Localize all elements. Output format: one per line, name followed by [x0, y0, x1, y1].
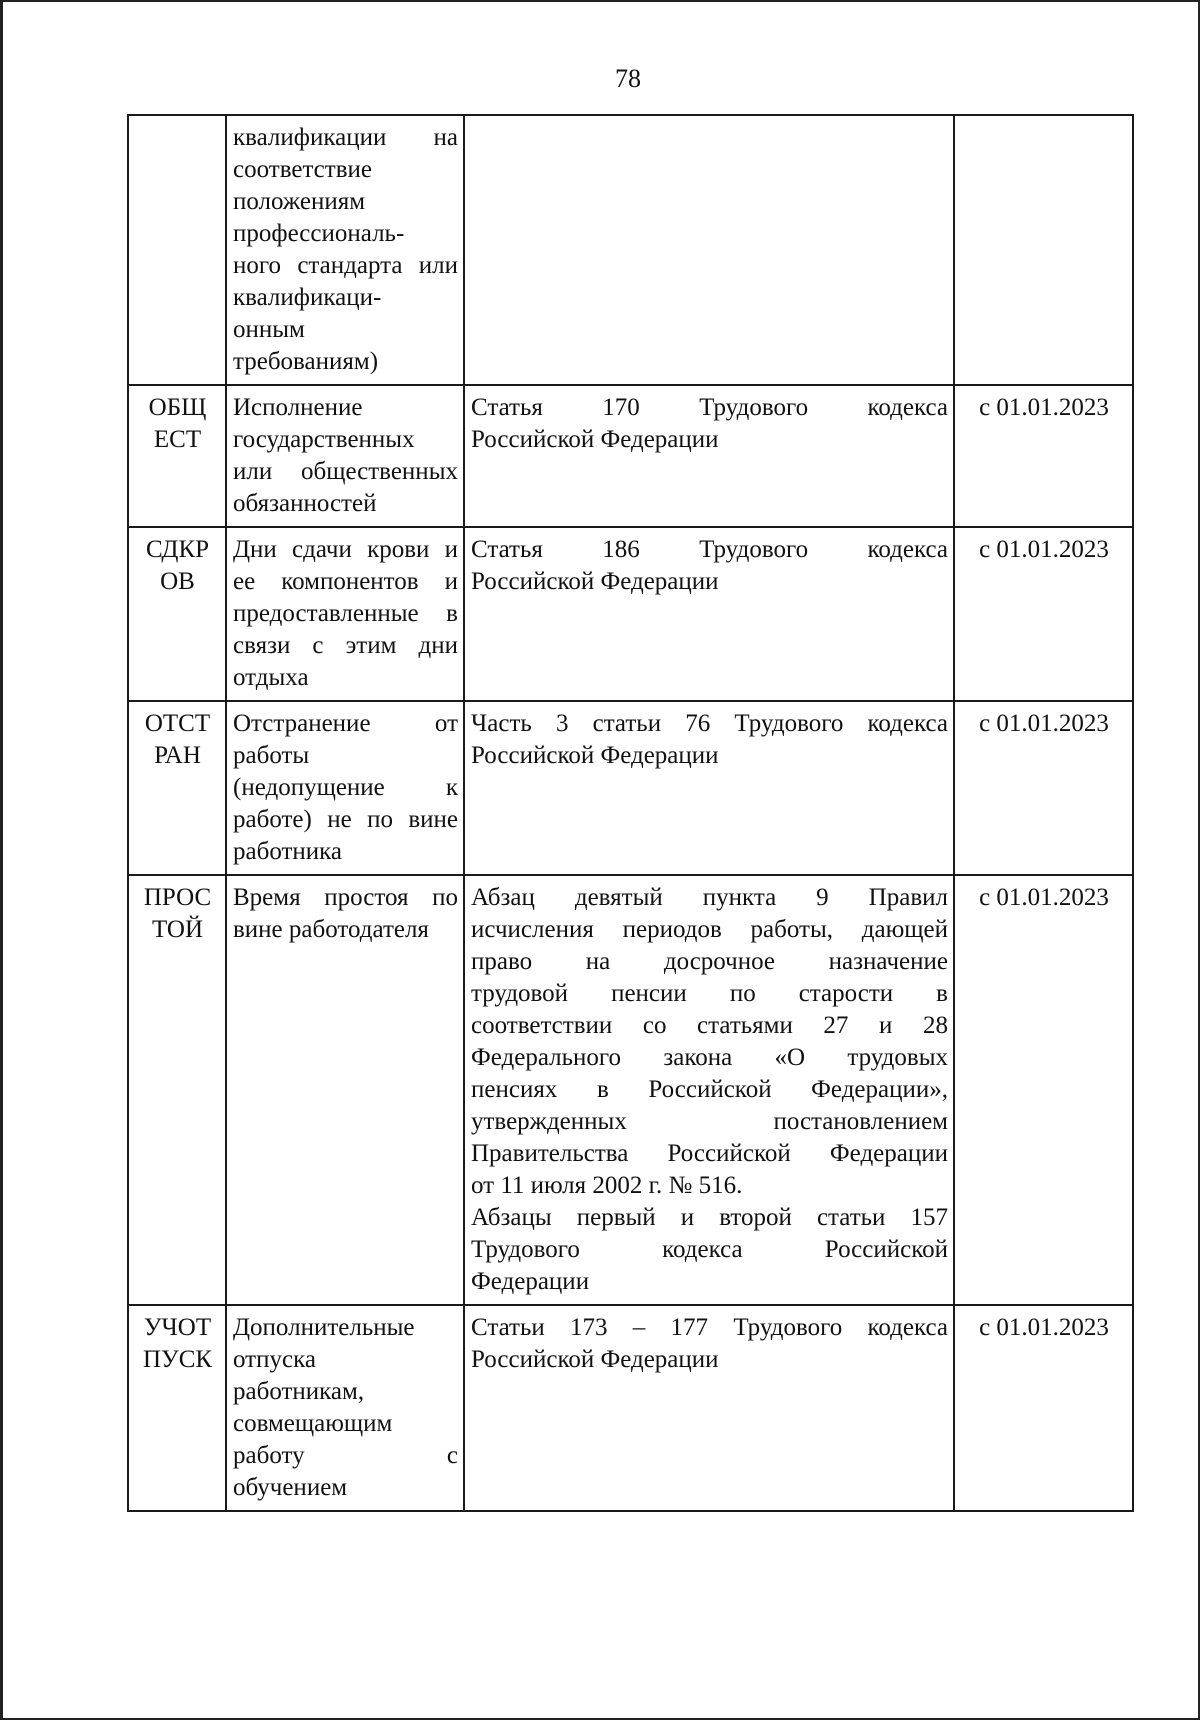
- name-line: отпуска: [233, 1346, 316, 1373]
- page-number: 78: [615, 64, 641, 93]
- basis-line: соответствии со статьями 27 и 28: [471, 1012, 948, 1039]
- basis-line: право на досрочное назначение: [471, 948, 948, 975]
- row-legal-basis: [464, 385, 954, 527]
- name-line: совмещающим: [233, 1410, 393, 1437]
- name-line: обучением: [233, 1474, 348, 1501]
- basis-paragraph: [471, 1202, 948, 1298]
- name-line: Дополнительные: [233, 1314, 415, 1341]
- name-line: профессиональ-: [233, 220, 405, 247]
- basis-line: Статьи 173 – 177 Трудового кодекса: [471, 1314, 948, 1341]
- table-row: [128, 1305, 1133, 1511]
- basis-paragraph: [471, 708, 948, 772]
- basis-line: Федерального закона «О трудовых: [471, 1044, 948, 1071]
- name-line: Дни сдачи крови и: [233, 536, 458, 563]
- name-line: предоставленные в: [233, 600, 458, 627]
- basis-line: Абзацы первый и второй статьи 157: [471, 1204, 948, 1231]
- row-name: [226, 1305, 464, 1511]
- name-line: требованиям): [233, 348, 379, 375]
- basis-paragraph: [471, 392, 948, 456]
- row-effective-date: с 01.01.2023: [954, 701, 1133, 875]
- table-row: [128, 527, 1133, 701]
- name-line: ного стандарта или: [233, 252, 458, 279]
- row-effective-date: с 01.01.2023: [954, 875, 1133, 1305]
- basis-line: Российской Федерации: [471, 1346, 719, 1373]
- basis-line: Статья 186 Трудового кодекса: [471, 536, 948, 563]
- row-legal-basis: [464, 115, 954, 385]
- basis-line: утвержденных постановлением: [471, 1108, 948, 1135]
- name-line: отдыха: [233, 664, 309, 691]
- name-line: вине работодателя: [233, 916, 429, 943]
- row-effective-date: с 01.01.2023: [954, 1305, 1133, 1511]
- name-line: квалификаци-: [233, 284, 382, 311]
- row-legal-basis: [464, 875, 954, 1305]
- basis-line: Правительства Российской Федерации: [471, 1140, 948, 1167]
- name-line: положениям: [233, 188, 366, 215]
- row-legal-basis: [464, 527, 954, 701]
- basis-paragraph: [471, 534, 948, 598]
- name-line: Время простоя по: [233, 884, 458, 911]
- basis-paragraph: [471, 1312, 948, 1376]
- basis-line: пенсиях в Российской Федерации»,: [471, 1076, 948, 1103]
- name-line: или общественных: [233, 458, 458, 485]
- row-name: [226, 385, 464, 527]
- basis-line: Российской Федерации: [471, 568, 719, 595]
- basis-line: Часть 3 статьи 76 Трудового кодекса: [471, 710, 948, 737]
- basis-line: Федерации: [471, 1268, 590, 1295]
- name-line: Исполнение: [233, 394, 363, 421]
- table-row: [128, 115, 1133, 385]
- row-name: [226, 701, 464, 875]
- table-row: [128, 385, 1133, 527]
- row-code: [128, 115, 226, 385]
- name-line: обязанностей: [233, 490, 377, 517]
- row-effective-date: [954, 115, 1133, 385]
- row-name: [226, 875, 464, 1305]
- name-line: государственных: [233, 426, 415, 453]
- row-name: [226, 115, 464, 385]
- classification-table: [127, 114, 1134, 1512]
- row-effective-date: с 01.01.2023: [954, 527, 1133, 701]
- table-body: [128, 115, 1133, 1511]
- row-code: ОТСТ РАН: [128, 701, 226, 875]
- name-line: связи с этим дни: [233, 632, 458, 659]
- basis-line: Трудового кодекса Российской: [471, 1236, 948, 1263]
- name-line: работника: [233, 838, 343, 865]
- row-name: [226, 527, 464, 701]
- row-legal-basis: [464, 701, 954, 875]
- name-line: работе) не по вине: [233, 806, 458, 833]
- basis-line: от 11 июля 2002 г. № 516.: [471, 1172, 743, 1199]
- basis-line: Российской Федерации: [471, 742, 719, 769]
- row-legal-basis: [464, 1305, 954, 1511]
- row-code: ПРОС ТОЙ: [128, 875, 226, 1305]
- name-line: (недопущение к: [233, 774, 458, 801]
- row-code: ОБЩ ЕСТ: [128, 385, 226, 527]
- name-line: онным: [233, 316, 305, 343]
- basis-line: Российской Федерации: [471, 426, 719, 453]
- name-line: ее компонентов и: [233, 568, 458, 595]
- row-effective-date: с 01.01.2023: [954, 385, 1133, 527]
- basis-line: Статья 170 Трудового кодекса: [471, 394, 948, 421]
- table-row: [128, 875, 1133, 1305]
- basis-paragraph: [471, 882, 948, 1202]
- table-row: [128, 701, 1133, 875]
- name-line: работы: [233, 742, 310, 769]
- basis-line: исчисления периодов работы, дающей: [471, 916, 948, 943]
- basis-line: трудовой пенсии по старости в: [471, 980, 948, 1007]
- row-code: УЧОТ ПУСК: [128, 1305, 226, 1511]
- name-line: соответствие: [233, 156, 372, 183]
- name-line: квалификации на: [233, 124, 458, 151]
- name-line: работу с: [233, 1442, 458, 1469]
- row-code: СДКР ОВ: [128, 527, 226, 701]
- name-line: Отстранение от: [233, 710, 458, 737]
- basis-line: Абзац девятый пункта 9 Правил: [471, 884, 948, 911]
- name-line: работникам,: [233, 1378, 365, 1405]
